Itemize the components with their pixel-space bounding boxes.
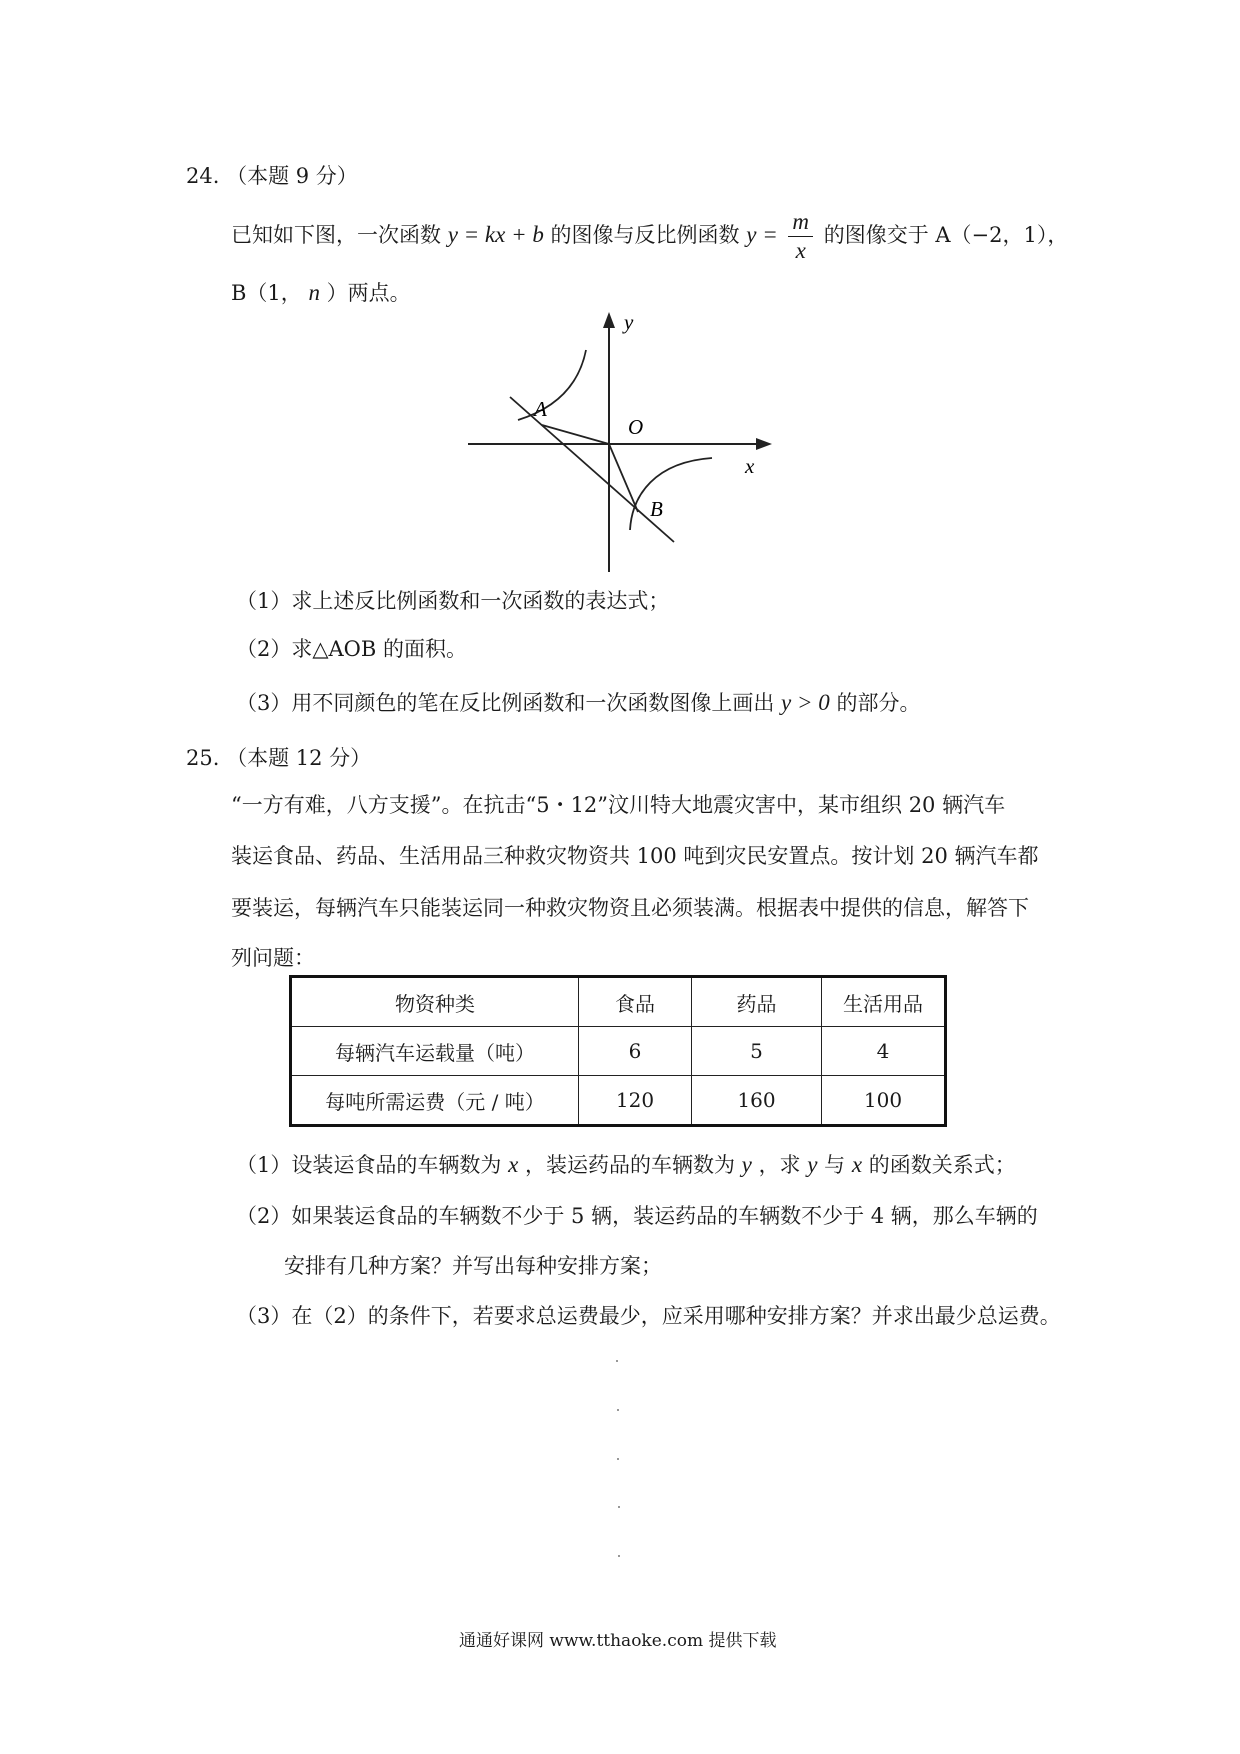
table-cell: 160 xyxy=(692,1076,822,1126)
q25-sub2-line1: （2）如果装运食品的车辆数不少于 5 辆，装运药品的车辆数不少于 4 辆，那么车辆的 xyxy=(236,1204,1038,1228)
q25-var-y: y xyxy=(807,1152,818,1177)
table-cell: 每辆汽车运载量（吨） xyxy=(291,1027,579,1076)
table-cell: 100 xyxy=(822,1076,946,1126)
q24-stem-line1 xyxy=(231,205,1068,265)
point-b-label: B xyxy=(650,497,663,521)
q24-stem-part2: 的图像与反比例函数 xyxy=(550,223,740,247)
q25-sub3: （3）在（2）的条件下，若要求总运费最少，应采用哪种安排方案？并求出最少总运费。 xyxy=(236,1304,1061,1328)
q25-para-line2: 装运食品、药品、生活用品三种救灾物资共 100 吨到灾民安置点。按计划 20 辆汽车都 xyxy=(231,844,1039,868)
relief-supplies-table xyxy=(289,975,947,1127)
linear-function-expr: y = kx + b xyxy=(447,222,544,247)
table-cell: 4 xyxy=(822,1027,946,1076)
x-axis-arrow xyxy=(756,438,772,450)
q24-stem-line2-pre: B（1， xyxy=(231,281,302,305)
q24-sub3 xyxy=(236,687,920,717)
q24-sub3-post: 的部分。 xyxy=(836,691,921,715)
q25-var-x: x xyxy=(508,1152,519,1177)
q25-var-y: y xyxy=(741,1152,752,1177)
q24-stem-part3: 的图像交于 A（−2，1）， xyxy=(823,223,1069,247)
hyperbola-branch-lower-right xyxy=(630,458,712,530)
table-row xyxy=(291,1076,946,1126)
q24-stem-part1: 已知如下图，一次函数 xyxy=(231,223,441,247)
q25-para-line1: “一方有难，八方支援”。在抗击“5・12”汶川特大地震灾害中，某市组织 20 辆汽车 xyxy=(231,793,1006,817)
footer-text: 通通好课网 www.tthaoke.com 提供下载 xyxy=(459,1631,777,1651)
scan-dot xyxy=(616,1360,618,1362)
q25-sub1-b: ，装运药品的车辆数为 xyxy=(524,1153,735,1177)
q24-sub1: （1）求上述反比例函数和一次函数的表达式； xyxy=(236,589,670,613)
q24-stem-line2-post: ）两点。 xyxy=(326,281,411,305)
y-axis-label: y xyxy=(624,310,634,334)
q24-header: 24. （本题 9 分） xyxy=(186,164,358,188)
hyperbola-branch-upper-left xyxy=(518,350,586,420)
fraction-numerator: m xyxy=(788,210,813,237)
table-cell: 6 xyxy=(579,1027,692,1076)
scan-dot xyxy=(618,1506,620,1508)
q24-stem-line2 xyxy=(231,277,411,307)
q24-function-graph xyxy=(460,310,790,575)
fraction-denominator: x xyxy=(795,238,806,263)
q24-sub3-pre: （3）用不同颜色的笔在反比例函数和一次函数图像上画出 xyxy=(236,691,775,715)
table-header-row xyxy=(291,977,946,1027)
table-header-cell: 生活用品 xyxy=(822,977,946,1027)
inverse-function-fraction xyxy=(788,210,813,263)
q25-sub1-a: （1）设装运食品的车辆数为 xyxy=(236,1153,502,1177)
q25-var-x: x xyxy=(851,1152,863,1177)
q25-sub1-c: ，求 xyxy=(758,1153,801,1177)
q25-header: 25. （本题 12 分） xyxy=(186,746,372,770)
table-cell: 120 xyxy=(579,1076,692,1126)
x-axis-label: x xyxy=(745,454,755,478)
segment-ob xyxy=(609,444,638,512)
q25-sub1-e: 的函数关系式； xyxy=(868,1153,1016,1177)
table-header-cell: 物资种类 xyxy=(291,977,579,1027)
q24-sub2: （2）求△AOB 的面积。 xyxy=(236,637,467,661)
q24-sub3-expr: y > 0 xyxy=(781,690,830,715)
y-axis-arrow xyxy=(603,312,615,328)
q25-sub1-d: 与 xyxy=(824,1153,846,1177)
table-cell: 5 xyxy=(692,1027,822,1076)
point-a-label: A xyxy=(534,397,547,421)
q25-sub2-line2: 安排有几种方案？并写出每种安排方案； xyxy=(284,1254,662,1278)
table-header-cell: 药品 xyxy=(692,977,822,1027)
inverse-function-lhs: y = xyxy=(746,222,778,247)
q25-para-line3: 要装运，每辆汽车只能装运同一种救灾物资且必须装满。根据表中提供的信息，解答下 xyxy=(231,896,1029,920)
q25-sub1 xyxy=(236,1149,1016,1179)
table-row xyxy=(291,1027,946,1076)
q24-n-variable: n xyxy=(308,280,320,305)
scan-dot xyxy=(617,1409,619,1411)
table-header-cell: 食品 xyxy=(579,977,692,1027)
origin-label: O xyxy=(628,415,644,439)
scan-dot xyxy=(618,1555,620,1557)
scan-dot xyxy=(617,1458,619,1460)
table-cell: 每吨所需运费（元 / 吨） xyxy=(291,1076,579,1126)
q25-para-line4: 列问题： xyxy=(231,946,315,970)
